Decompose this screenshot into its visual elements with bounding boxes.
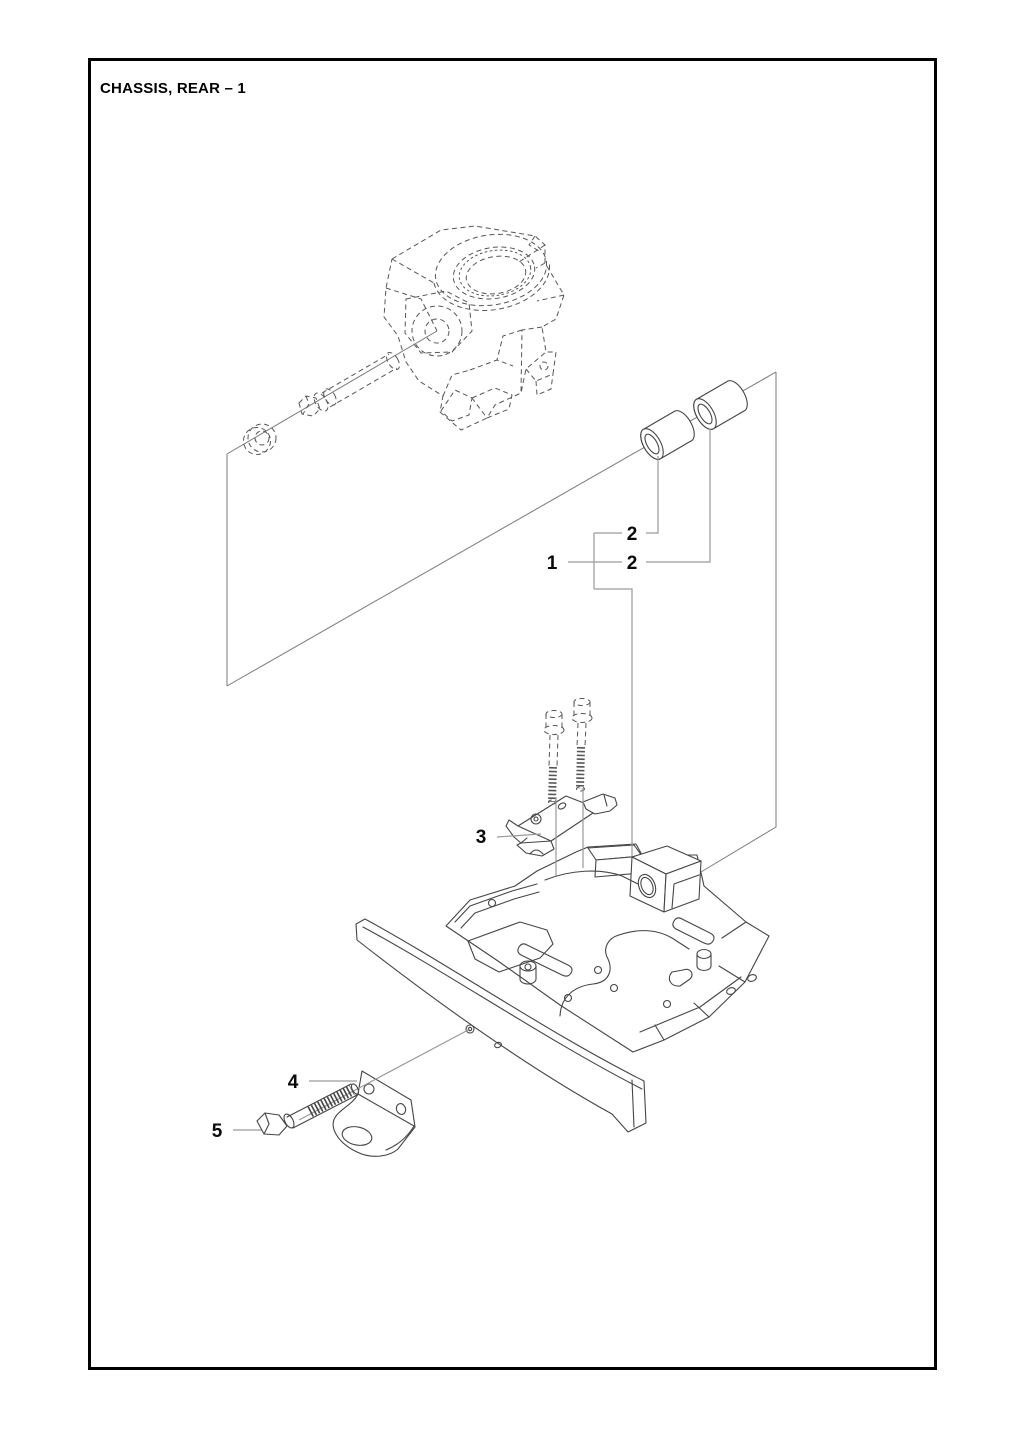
callout-1: 1 (546, 553, 558, 574)
bushing-front (636, 411, 694, 463)
page-border (90, 60, 936, 1369)
callout-2b: 2 (626, 553, 638, 574)
support-bracket (333, 1071, 415, 1156)
page-title: CHASSIS, REAR – 1 (100, 80, 246, 97)
callout-5: 5 (211, 1121, 223, 1142)
bolt-axis-line (227, 331, 437, 454)
callout-4: 4 (287, 1072, 299, 1093)
mounting-screws (544, 699, 592, 805)
screw-left (544, 711, 564, 805)
bushing-rear (689, 381, 747, 433)
gearbox-reference-outline (384, 226, 564, 430)
callout-2a: 2 (626, 524, 638, 545)
callout-3: 3 (475, 827, 487, 848)
gearbox-bolt-washer-reference (227, 331, 437, 455)
reference-plane-lines (227, 372, 776, 872)
screw-right (572, 699, 592, 792)
gearbox-bolt (299, 350, 402, 416)
